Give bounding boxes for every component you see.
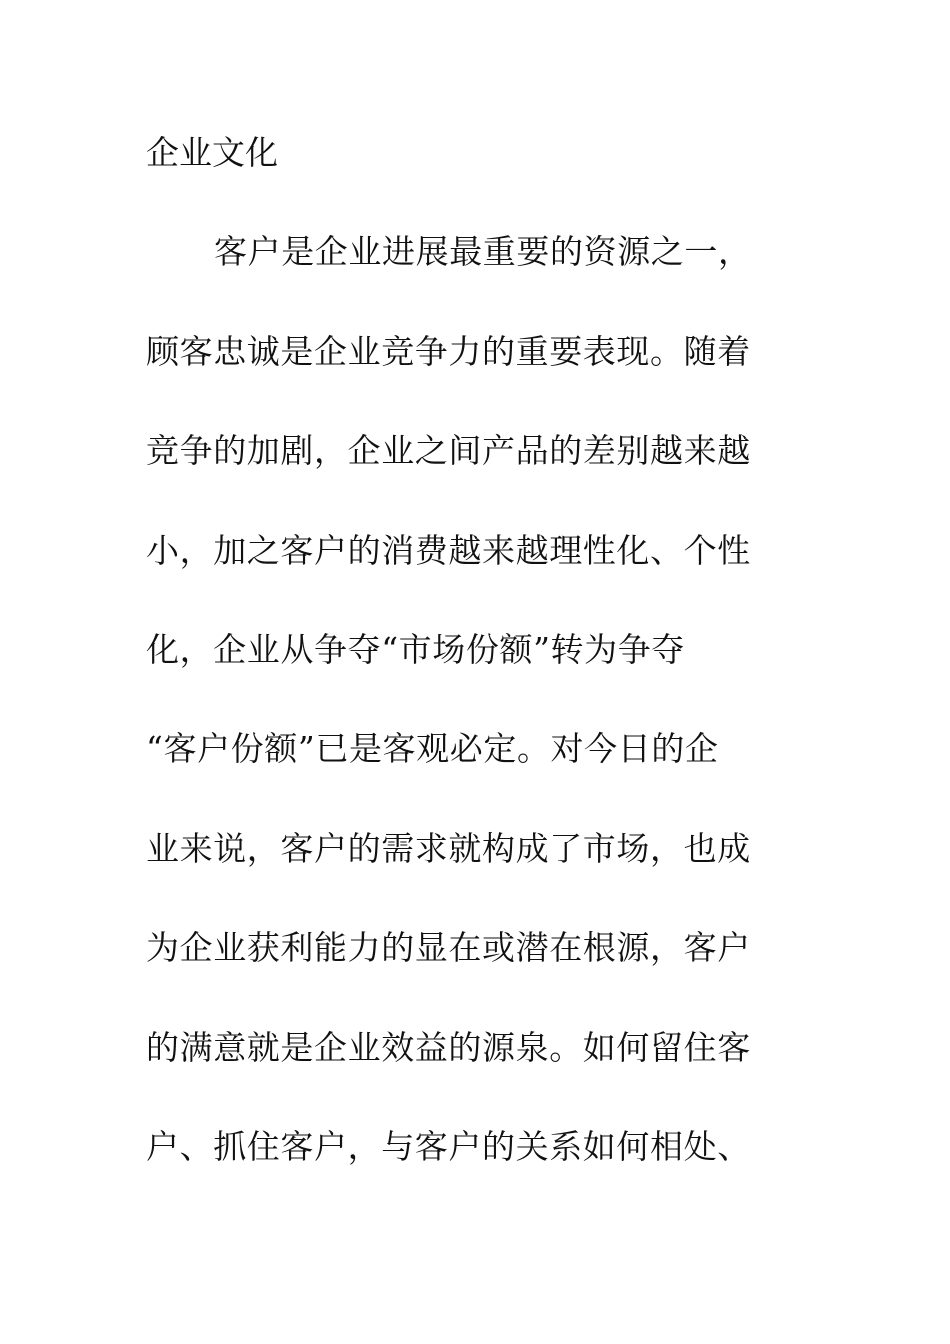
paragraph-line-10: 户、抓住客户，与客户的关系如何相处、	[146, 1127, 751, 1166]
paragraph-line-8: 为企业获利能力的显在或潜在根源，客户	[146, 928, 751, 967]
document-title: 企业文化	[146, 133, 278, 172]
paragraph-line-7: 业来说，客户的需求就构成了市场，也成	[146, 829, 751, 868]
paragraph-line-6: “客户份额”已是客观必定。对今日的企	[146, 729, 719, 768]
paragraph-line-2: 顾客忠诚是企业竞争力的重要表现。随着	[146, 332, 751, 371]
paragraph-line-1: 客户是企业进展最重要的资源之一，	[214, 232, 752, 271]
paragraph-line-5: 化，企业从争夺“市场份额”转为争夺	[146, 630, 685, 669]
paragraph-line-9: 的满意就是企业效益的源泉。如何留住客	[146, 1028, 751, 1067]
paragraph-line-3: 竞争的加剧，企业之间产品的差别越来越	[146, 431, 751, 470]
paragraph-line-4: 小，加之客户的消费越来越理性化、个性	[146, 531, 751, 570]
